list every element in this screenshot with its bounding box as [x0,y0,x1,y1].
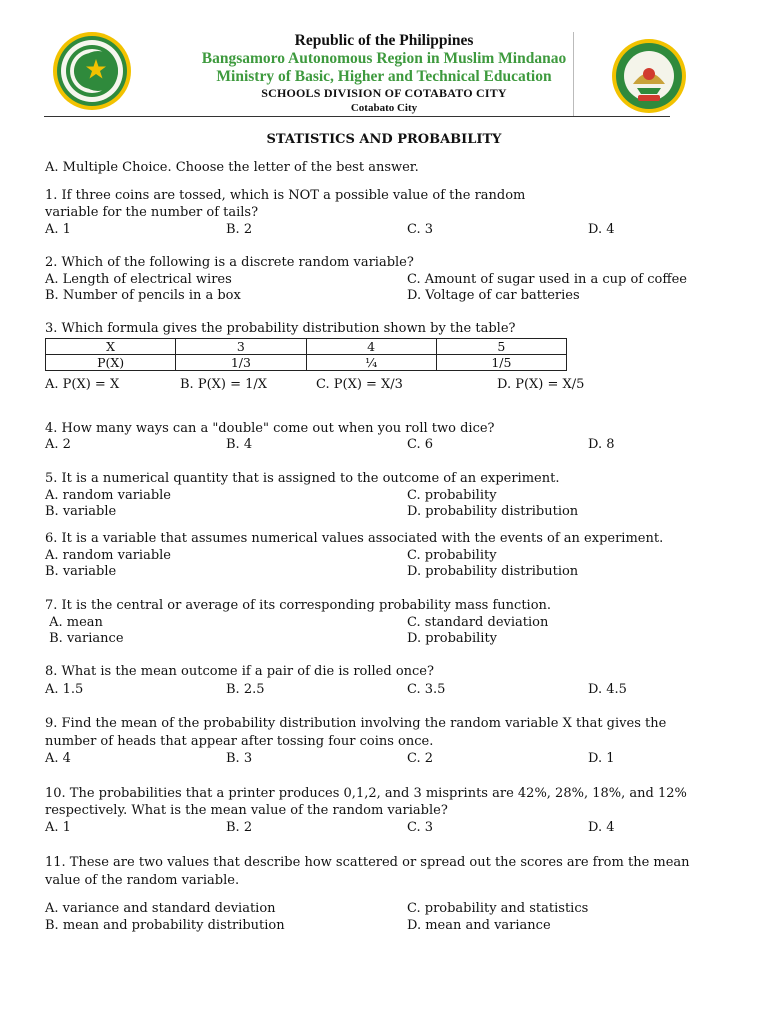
table-cell: 3 [176,339,306,355]
question-11-option-b: B. mean and probability distribution [45,918,285,933]
question-2-option-b: B. Number of pencils in a box [45,288,241,303]
header-rule [44,116,670,117]
question-7-option-a: A. mean [45,615,103,630]
question-2-option-d: D. Voltage of car batteries [407,288,580,303]
question-8-option-d: D. 4.5 [588,682,627,697]
question-10-option-d: D. 4 [588,820,615,835]
question-10-option-c: C. 3 [407,820,434,835]
question-3-option-a: A. P(X) = X [45,377,120,392]
table-cell: 4 [306,339,436,355]
question-2-option-a: A. Length of electrical wires [45,272,232,287]
question-5-option-a: A. random variable [45,488,171,503]
table-cell: 1/5 [436,355,566,371]
question-1-option-a: A. 1 [45,222,71,237]
header-republic: Republic of the Philippines [294,32,474,49]
table-cell: 1/3 [176,355,306,371]
question-10-stem-line-1: 10. The probabilities that a printer produces 0,1,2, and 3 misprints are 42%, 28%, 18%, and 12% [45,786,687,801]
question-5-option-d: D. probability distribution [407,504,579,519]
header-city: Cotabato City [350,102,418,114]
question-1-stem-line-2: variable for the number of tails? [45,205,259,220]
question-5-option-c: C. probability [407,488,497,503]
question-11-stem-line-2: value of the random variable. [45,873,240,888]
question-9-stem-line-2: number of heads that appear after tossing four coins once. [45,734,434,749]
question-5-option-b: B. variable [45,504,117,519]
question-8-option-b: B. 2.5 [226,682,265,697]
question-4-option-a: A. 2 [45,437,71,452]
question-4-option-d: D. 8 [588,437,615,452]
question-7-option-b: B. variance [45,631,124,646]
question-4-option-c: C. 6 [407,437,434,452]
table-cell: 5 [436,339,566,355]
question-1-option-b: B. 2 [226,222,253,237]
header-divider-vertical [573,32,574,116]
question-11-option-d: D. mean and variance [407,918,551,933]
question-9-option-c: C. 2 [407,751,434,766]
question-9-option-d: D. 1 [588,751,615,766]
question-3-stem: 3. Which formula gives the probability distribution shown by the table? [45,321,516,336]
question-8-option-c: C. 3.5 [407,682,446,697]
question-2-stem: 2. Which of the following is a discrete random variable? [45,255,414,270]
header-ministry: Ministry of Basic, Higher and Technical Education [216,68,552,85]
question-10-stem-line-2: respectively. What is the mean value of the random variable? [45,803,448,818]
table-cell: X [46,339,176,355]
question-1-option-d: D. 4 [588,222,615,237]
question-2-option-c: C. Amount of sugar used in a cup of coffee [407,272,687,287]
question-1-stem-line-1: 1. If three coins are tossed, which is NOT a possible value of the random [45,188,526,203]
table-cell: ¼ [306,355,436,371]
question-5-stem: 5. It is a numerical quantity that is assigned to the outcome of an experiment. [45,471,560,486]
question-6-option-c: C. probability [407,548,497,563]
probability-distribution-table [45,338,567,371]
question-6-option-b: B. variable [45,564,117,579]
question-3-option-c: C. P(X) = X/3 [316,377,403,392]
question-8-stem: 8. What is the mean outcome if a pair of die is rolled once? [45,664,434,679]
ministry-seal-logo [611,38,687,114]
question-7-option-d: D. probability [407,631,498,646]
question-4-stem: 4. How many ways can a "double" come out when you roll two dice? [45,421,495,436]
question-11-stem-line-1: 11. These are two values that describe how scattered or spread out the scores are from the mean [45,855,690,870]
question-10-option-b: B. 2 [226,820,253,835]
question-7-stem: 7. It is the central or average of its corresponding probability mass function. [45,598,552,613]
table-row [46,339,567,355]
header-region: Bangsamoro Autonomous Region in Muslim Mindanao [201,50,567,67]
question-9-option-a: A. 4 [45,751,71,766]
question-11-option-a: A. variance and standard deviation [45,901,276,916]
question-6-option-a: A. random variable [45,548,171,563]
question-11-option-c: C. probability and statistics [407,901,589,916]
question-4-option-b: B. 4 [226,437,253,452]
table-cell: P(X) [46,355,176,371]
header-division: SCHOOLS DIVISION OF COTABATO CITY [261,86,507,100]
question-9-option-b: B. 3 [226,751,253,766]
question-6-stem: 6. It is a variable that assumes numerical values associated with the events of an experiment. [45,531,664,546]
question-7-option-c: C. standard deviation [407,615,549,630]
table-row [46,355,567,371]
worksheet-title: STATISTICS AND PROBABILITY [266,132,502,147]
question-3-option-b: B. P(X) = 1/X [180,377,268,392]
question-1-option-c: C. 3 [407,222,434,237]
question-6-option-d: D. probability distribution [407,564,579,579]
instructions: A. Multiple Choice. Choose the letter of the best answer. [45,160,419,175]
question-9-stem-line-1: 9. Find the mean of the probability distribution involving the random variable X that gives the [45,716,667,731]
question-8-option-a: A. 1.5 [45,682,84,697]
question-10-option-a: A. 1 [45,820,71,835]
question-3-option-d: D. P(X) = X/5 [497,377,585,392]
